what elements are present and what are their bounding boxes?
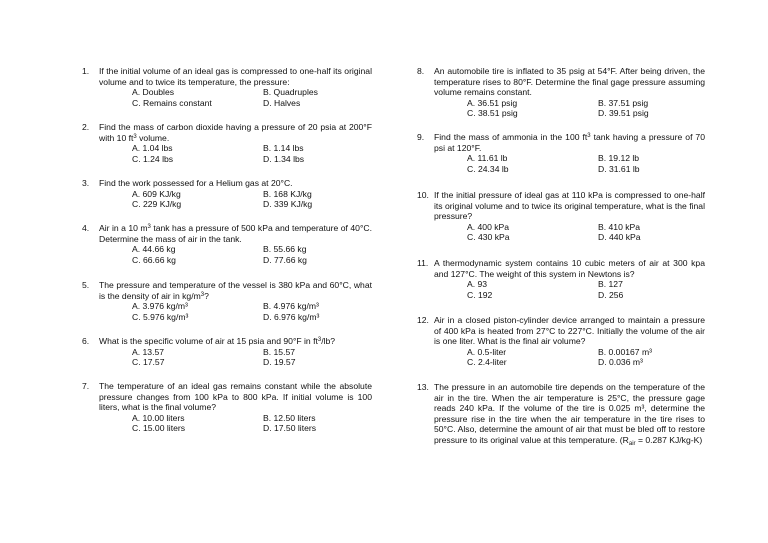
question-10 xyxy=(417,190,705,243)
question-1 xyxy=(82,66,372,108)
question-stem: What is the specific volume of air at 15 psia and 90°F in $ft^3/lb$? xyxy=(99,336,336,346)
question-number: 11. xyxy=(417,258,429,268)
question-number: 13. xyxy=(417,382,429,392)
question-stem: If the initial volume of an ideal gas is compressed to one-half its original volume and to twice its temperature, the pressure: xyxy=(99,66,372,87)
option-c: C. 24.34 lb xyxy=(467,163,509,174)
question-stem: The pressure and temperature of the vessel is 380 kPa and 60°C, what is the density of air in $kg/m^3$? xyxy=(99,280,372,301)
question-8 xyxy=(417,66,705,119)
option-d: D. 440 kPa xyxy=(598,232,641,243)
question-5 xyxy=(82,280,372,322)
option-c: C. 5.976 kg/m³ xyxy=(132,311,189,322)
question-stem: The temperature of an ideal gas remains constant while the absolute pressure changes from 100 kPa to 800 kPa. If initial volume is 100 liters, what is the final volume? xyxy=(99,381,372,413)
option-d: D. 339 KJ/kg xyxy=(263,199,313,210)
options xyxy=(132,301,372,322)
question-number: 5. xyxy=(82,280,90,290)
option-d: D. 39.51 psig xyxy=(598,108,649,119)
question-13 xyxy=(417,382,705,446)
option-a: A. 1.04 lbs xyxy=(132,143,173,154)
question-stem: The pressure in an automobile tire depends on the temperature of the air in the tire. When the air temperature is 25°C, the pressure gage reads 240 kPa. If the volume of the tire is 0.025 m³, determine the pressure rise in the tire when the air temperature in the tire rises to 50°C. Also, determine the amount of air that must be bled off to restore pressure to its original value at this temperature. ($R_{air} = 0.287$ KJ/kg-K) xyxy=(434,382,705,447)
question-number: 7. xyxy=(82,381,90,391)
option-a: A. 400 kPa xyxy=(467,221,510,232)
option-c: C. Remains constant xyxy=(132,97,212,108)
question-12 xyxy=(417,315,705,368)
question-number: 10. xyxy=(417,190,429,200)
question-stem: Find the work possessed for a Helium gas at 20°C. xyxy=(99,178,293,188)
option-a: A. 609 KJ/kg xyxy=(132,188,181,199)
option-b: B. 4.976 kg/m³ xyxy=(263,301,319,312)
option-b: B. 1.14 lbs xyxy=(263,143,304,154)
question-number: 9. xyxy=(417,132,425,142)
options xyxy=(467,98,705,119)
question-4 xyxy=(82,223,372,265)
options xyxy=(132,413,372,434)
option-d: D. 17.50 liters xyxy=(263,423,317,434)
options xyxy=(467,279,705,300)
option-b: B. 15.57 xyxy=(263,346,296,357)
question-6 xyxy=(82,336,372,368)
question-number: 6. xyxy=(82,336,90,346)
option-b: B. 168 KJ/kg xyxy=(263,188,312,199)
question-3 xyxy=(82,178,372,210)
options xyxy=(467,153,705,174)
option-d: D. 77.66 kg xyxy=(263,254,307,265)
options xyxy=(467,347,705,368)
option-a: A. 36.51 psig xyxy=(467,97,518,108)
option-d: D. 31.61 lb xyxy=(598,163,640,174)
option-a: A. Doubles xyxy=(132,87,175,98)
question-number: 8. xyxy=(417,66,425,76)
question-number: 2. xyxy=(82,122,90,132)
option-d: D. 6.976 kg/m³ xyxy=(263,311,320,322)
option-c: C. 2.4-liter xyxy=(467,357,507,368)
question-stem: A thermodynamic system contains 10 cubic meters of air at 300 kpa and 127°C. The weight of this system in Newtons is? xyxy=(434,258,705,279)
option-b: B. 12.50 liters xyxy=(263,412,316,423)
options xyxy=(132,189,372,210)
option-a: A. 13.57 xyxy=(132,346,165,357)
question-number: 3. xyxy=(82,178,90,188)
question-stem: Find the mass of ammonia in the 100 $ft^3$ tank having a pressure of 70 psi at 120°F. xyxy=(434,132,705,153)
option-b: B. 55.66 kg xyxy=(263,244,307,255)
option-d: D. 19.57 xyxy=(263,357,296,368)
option-b: B. 37.51 psig xyxy=(598,97,649,108)
question-11 xyxy=(417,258,705,300)
option-a: A. 93 xyxy=(467,279,488,290)
option-b: B. Quadruples xyxy=(263,87,318,98)
option-b: B. 0.00167 m³ xyxy=(598,346,652,357)
question-number: 4. xyxy=(82,223,90,233)
option-a: A. 10.00 liters xyxy=(132,412,185,423)
option-c: C. 15.00 liters xyxy=(132,423,186,434)
option-a: A. 11.61 lb xyxy=(467,153,508,164)
options xyxy=(467,222,705,243)
option-c: C. 229 KJ/kg xyxy=(132,199,182,210)
option-c: C. 192 xyxy=(467,289,493,300)
option-b: B. 19.12 lb xyxy=(598,153,640,164)
question-stem: Air in a closed piston-cylinder device arranged to maintain a pressure of 400 kPa is heated from 27°C to 227°C. Initially the volume of the air is one liter. What is the final air volume? xyxy=(434,315,705,347)
option-c: C. 17.57 xyxy=(132,357,165,368)
option-d: D. 1.34 lbs xyxy=(263,153,305,164)
question-7 xyxy=(82,381,372,434)
option-b: B. 410 kPa xyxy=(598,221,641,232)
question-9 xyxy=(417,132,705,174)
option-b: B. 127 xyxy=(598,279,623,290)
option-d: D. 256 xyxy=(598,289,624,300)
options xyxy=(132,244,372,265)
options xyxy=(132,347,372,368)
option-c: C. 66.66 kg xyxy=(132,254,176,265)
question-stem: If the initial pressure of ideal gas at 110 kPa is compressed to one-half its original volume and to twice its original temperature, what is the final pressure? xyxy=(434,190,705,222)
options xyxy=(132,87,372,108)
option-c: C. 430 kPa xyxy=(467,232,510,243)
option-a: A. 44.66 kg xyxy=(132,244,176,255)
question-number: 12. xyxy=(417,315,429,325)
option-d: D. 0.036 m³ xyxy=(598,357,643,368)
question-2 xyxy=(82,122,372,164)
question-stem: Air in a 10 $m^3$ tank has a pressure of 500 kPa and temperature of 40°C. Determine the mass of air in the tank. xyxy=(99,223,372,244)
option-a: A. 0.5-liter xyxy=(467,346,507,357)
option-c: C. 38.51 psig xyxy=(467,108,518,119)
question-stem: Find the mass of carbon dioxide having a pressure of 20 psia at 200°F with 10 $ft^3$ volume. xyxy=(99,122,372,143)
option-a: A. 3.976 kg/m³ xyxy=(132,301,188,312)
options xyxy=(132,143,372,164)
question-stem: An automobile tire is inflated to 35 psig at 54°F. After being driven, the temperature rises to 80°F. Determine the final gage pressure assuming volume remains constant. xyxy=(434,66,705,98)
question-number: 1. xyxy=(82,66,90,76)
option-d: D. Halves xyxy=(263,97,301,108)
option-c: C. 1.24 lbs xyxy=(132,153,174,164)
